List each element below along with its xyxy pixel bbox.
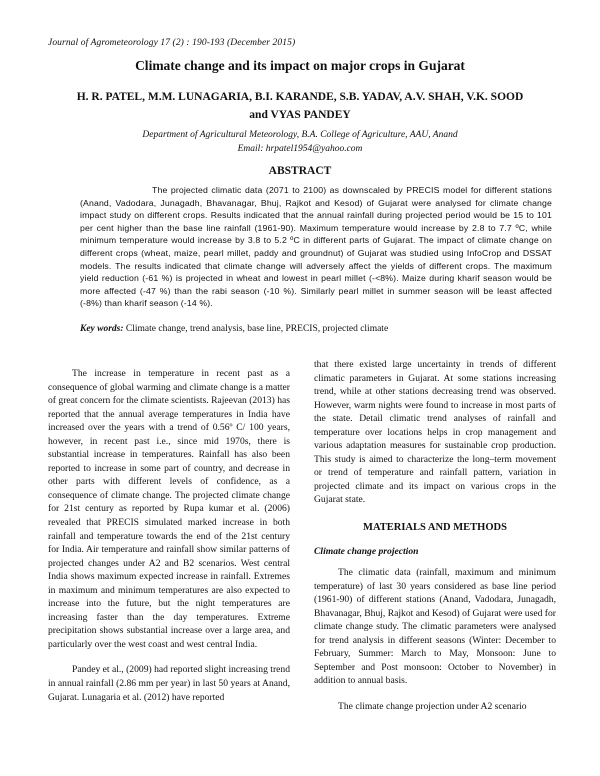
keywords-text: Climate change, trend analysis, base line, PRECIS, projected climate [125,324,389,334]
methods-heading: MATERIALS AND METHODS [363,522,507,534]
right-column [314,358,556,714]
author-list [60,88,540,124]
keywords-label: Key words: [80,324,124,334]
paper-title: Climate change and its impact on major crops in Gujarat [135,58,465,73]
methods-subheading: Climate change projection [314,545,419,557]
author-line-2: and VYAS PANDEY [249,109,351,121]
abstract-text: The projected climatic data (2071 to 2100) as downscaled by PRECIS model for different stations (Anand, Vadodara, Junagadh, Bhavanagar, Bhuj, Rajkot and Kesod) of Gujarat were analysed for climate change impact study on different crops. Results indicated that the annual rainfall during projected period would be 15 to 101 per cent higher than the base line rainfall (1961-90). Maximum temperature would increase by 2.8 to 7.7 ºC, while minimum temperature would increase by 3.8 to 5.2 ºC in different parts of Gujarat. The impact of climate change on different crops (wheat, maize, pearl millet, paddy and groundnut) of Gujarat was studied using InfoCrop and DSSAT models. The results indicated that climate change will adversely affect the yields of different crops. The maximum yield reduction (-61 %) is projected in wheat and lowest in pearl millet (-<8%). Maize during kharif season would be more affected (-47 %) than the rabi season (-10 %). Similarly pearl millet in summer season will be least affected (-8%) than kharif season (-14 %). [80,185,552,309]
keywords [80,323,552,336]
intro-paragraph-3: that there existed large uncertainty in trends of different climatic parameters in Gujarat. At some stations increasing trend, while at other stations decreasing trend was observed. However, warm nights were found to increase in most parts of the state. Detail climatic trend analyses of rainfall and temperature over locations helps in crop management and various adaptation measures for sustainable crop production. This study is aimed to characterize the long–term movement or trend of temperature and rainfall pattern, variation in projected climate and its impact on various crops in the Gujarat state. [314,359,556,506]
intro-paragraph-1: The increase in temperature in recent past as a consequence of global warming and climate change is a matter of great concern for the climate scientists. Rajeevan (2013) has reported that the annual average temperatures in India have increased over the years with a trend of 0.56º C/ 100 years, however, in recent past i.e., since mid 1970s, there is substantial increase in temperatures. Rainfall has also been reported to increase in some part of country, and decrease in other parts with different levels of confidence, as a consequence of climate change. The projected climate change for 21st century as reported by Rupa kumar et al. (2006) revealed that PRECIS simulated marked increase in both rainfall and temperature towards the end of the 21st century for India. Air temperature and rainfall show similar patterns of projected changes under A2 and B2 scenarios. West central India shows maximum expected increase in rainfall. Extremes in maximum and minimum temperatures are also expected to increase into the future, but the night temperatures are increasing faster than the day temperatures. Extreme precipitation shows substantial increase over a large area, and particularly over the west coast and west central India. [48,368,290,650]
intro-paragraph-2: Pandey et al., (2009) had reported slight increasing trend in annual rainfall (2.86 mm per year) in last 50 years at Anand, Gujarat. Lunagaria et al. (2012) have reported [48,664,290,703]
department: Department of Agricultural Meteorology, B.A. College of Agriculture, AAU, Anand [142,130,458,140]
methods-paragraph-1: The climatic data (rainfall, maximum and minimum temperature) of last 30 years considered as base line period (1961-90) of different stations (Anand, Vadodara, Junagadh, Bhavanagar, Bhuj, Rajkot and Kesod) of Gujarat were used for climate change study. The climatic parameters were analysed for trend analysis in different seasons (Winter: December to February, Summer: March to May, Monsoon: June to September and Post monsoon: October to November) in addition to annual basis. [314,567,556,687]
left-column [48,367,290,704]
abstract-heading: ABSTRACT [268,165,332,177]
journal-citation: Journal of Agrometeorology 17 (2) : 190-193 (December 2015) [48,38,296,48]
affiliation-block [60,128,540,156]
methods-paragraph-2: The climate change projection under A2 scenario [338,701,527,713]
author-line-1: H. R. PATEL, M.M. LUNAGARIA, B.I. KARANDE, S.B. YADAV, A.V. SHAH, V.K. SOOD [76,91,524,103]
email-address[interactable]: Email: hrpatel1954@yahoo.com [237,144,363,154]
